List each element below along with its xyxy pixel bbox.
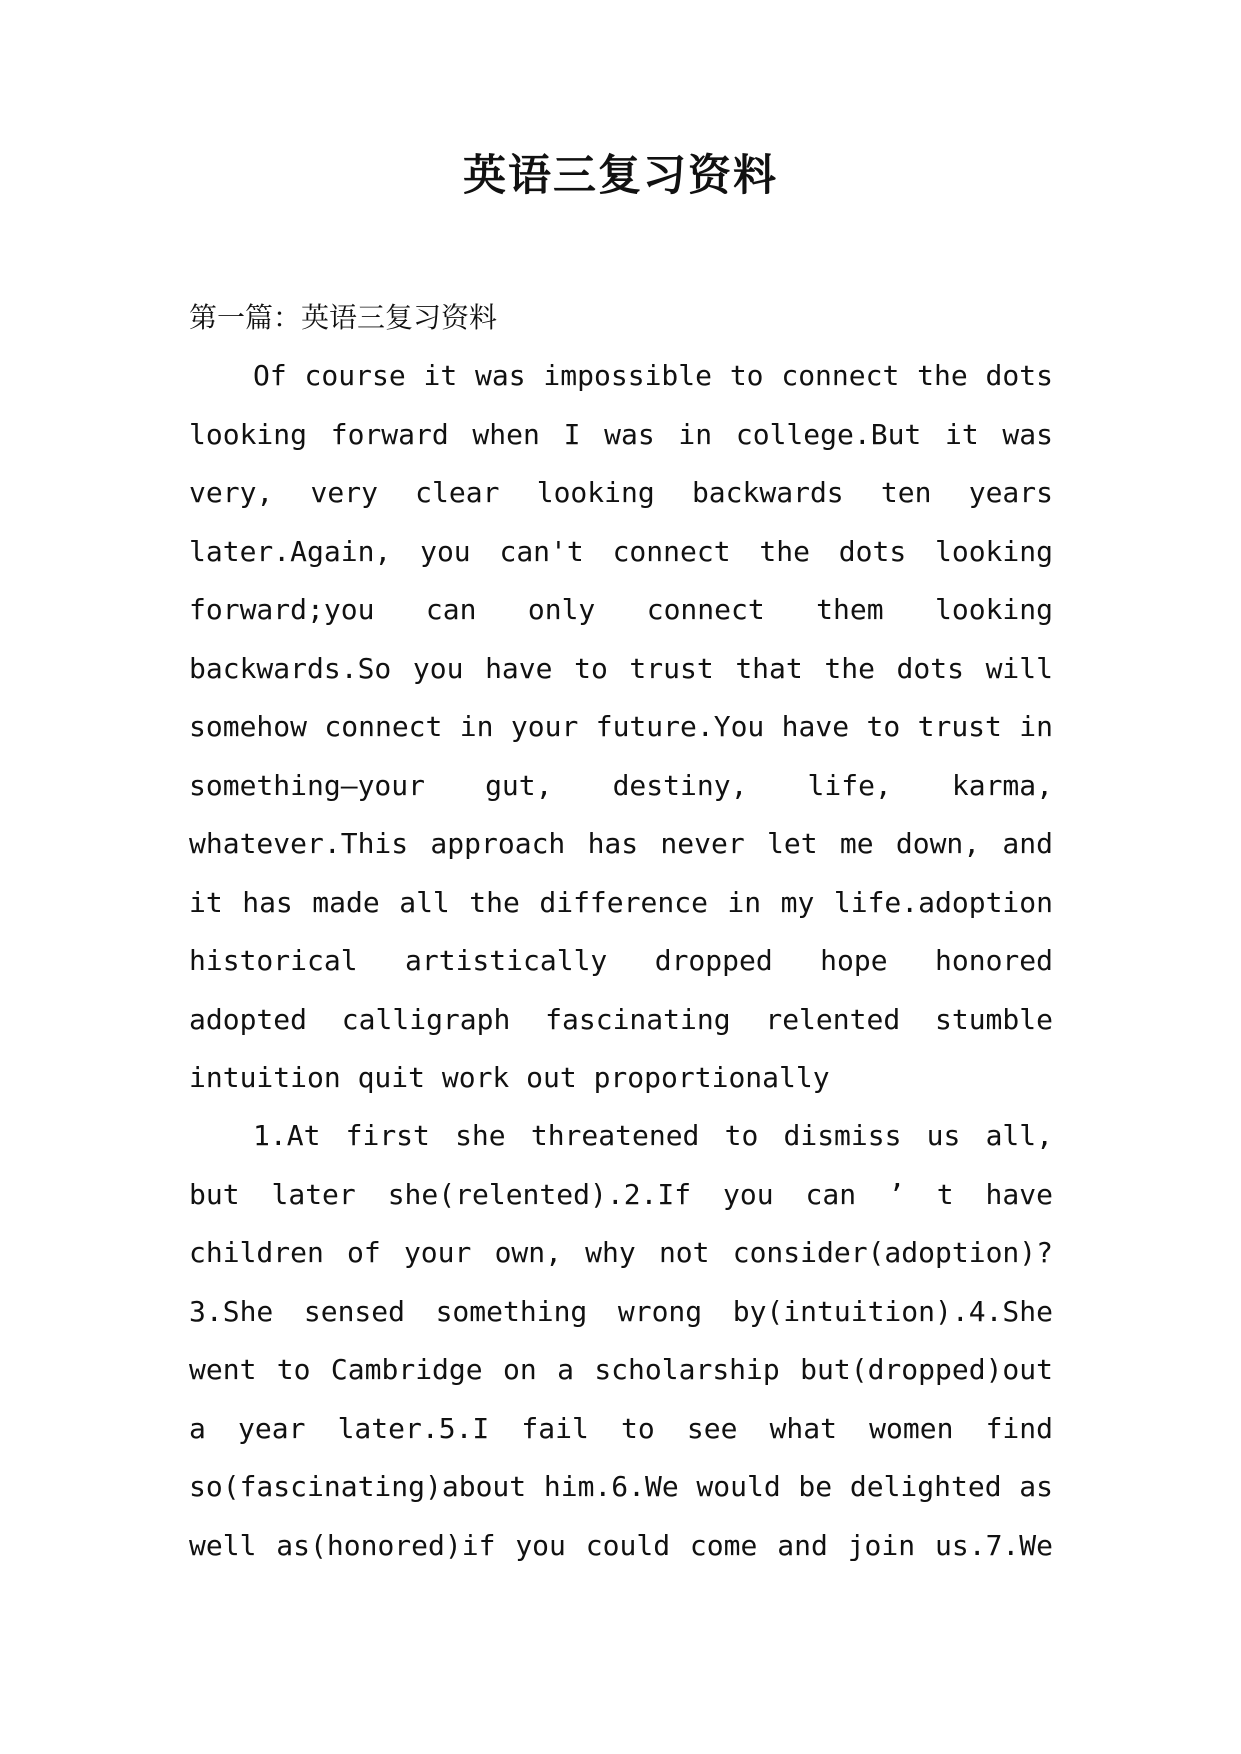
paragraph-line: it has made all the difference in my life.adoption <box>189 885 1053 919</box>
paragraph-line: looking forward when I was in college.But it was <box>189 417 1053 451</box>
paragraph-1 <box>189 347 1053 1108</box>
paragraph-2 <box>189 1107 1053 1575</box>
document-title: 英语三复习资料 <box>463 151 778 201</box>
paragraph-line: 3.She sensed something wrong by(intuition).4.She <box>189 1294 1053 1328</box>
paragraph-line: backwards.So you have to trust that the dots will <box>189 651 1053 685</box>
paragraph-line: later.Again, you can't connect the dots looking <box>189 534 1053 568</box>
paragraph-line: Of course it was impossible to connect the dots <box>253 359 1053 392</box>
paragraph-line: something—your gut, destiny, life, karma, <box>189 768 1053 802</box>
paragraph-line: 1.At first she threatened to dismiss us all, <box>253 1119 1053 1152</box>
paragraph-line: went to Cambridge on a scholarship but(dropped)out <box>189 1353 1053 1386</box>
paragraph-line: historical artistically dropped hope honored <box>189 944 1053 977</box>
paragraph-line: well as(honored)if you could come and join us.7.We <box>189 1528 1053 1562</box>
paragraph-line: a year later.5.I fail to see what women find <box>189 1411 1053 1445</box>
paragraph-line: so(fascinating)about him.6.We would be delighted as <box>189 1470 1053 1503</box>
paragraph-line: but later she(relented).2.If you can ’ t have <box>189 1177 1053 1211</box>
paragraph-line: very, very clear looking backwards ten years <box>189 476 1053 509</box>
section-heading: 第一篇：英语三复习资料 <box>189 301 498 334</box>
paragraph-line: whatever.This approach has never let me down, and <box>189 827 1053 860</box>
paragraph-line: adopted calligraph fascinating relented stumble <box>189 1002 1053 1036</box>
paragraph-line: forward;you can only connect them looking <box>189 593 1053 626</box>
paragraph-line: intuition quit work out proportionally <box>189 1061 830 1094</box>
paragraph-line: children of your own, why not consider(adoption)? <box>189 1236 1053 1269</box>
paragraph-line: somehow connect in your future.You have to trust in <box>189 710 1053 743</box>
